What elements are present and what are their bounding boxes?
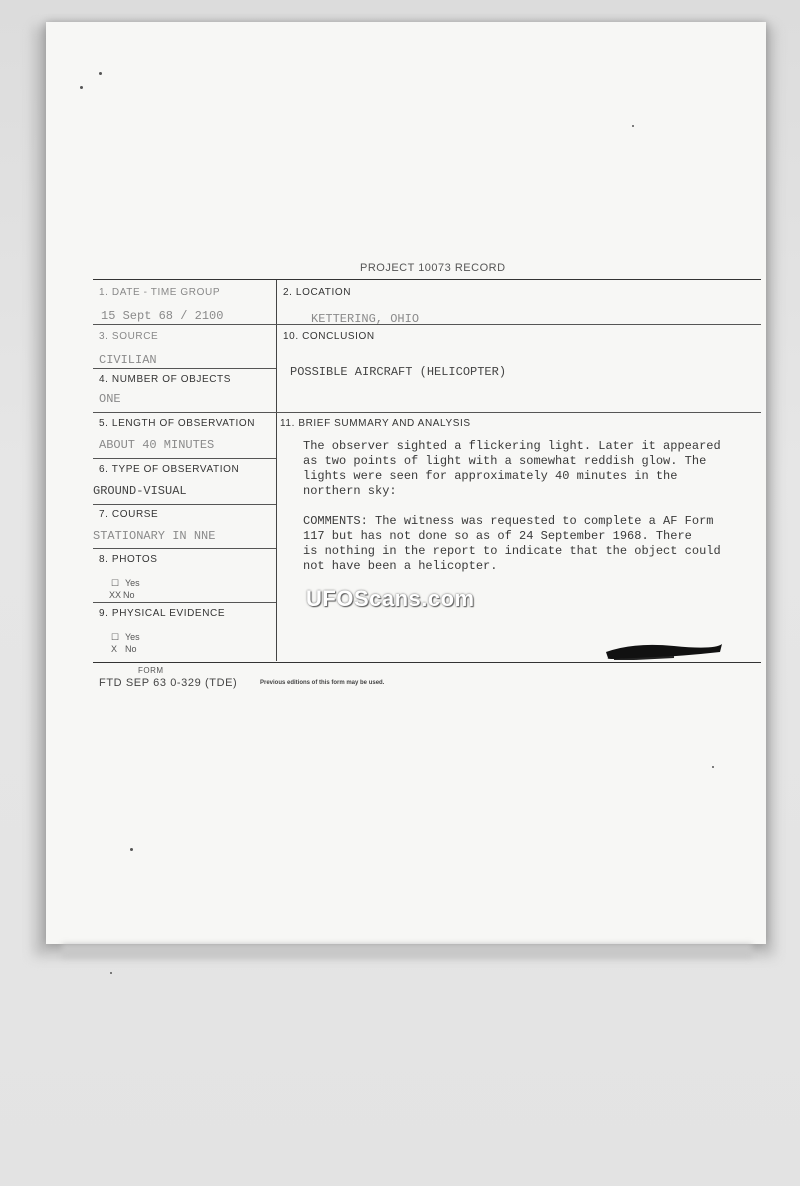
row-divider (93, 548, 276, 549)
physical-evidence-no-label: No (125, 644, 137, 654)
summary-line: northern sky: (303, 484, 397, 498)
number-of-objects-value: ONE (99, 392, 121, 406)
row-divider (93, 412, 761, 413)
summary-line: lights were seen for approximately 40 minutes in the (303, 469, 678, 483)
date-time-group-value: 15 Sept 68 / 2100 (101, 309, 224, 323)
scan-speck (712, 766, 714, 768)
photos-no-option (109, 590, 135, 600)
length-of-observation-value: ABOUT 40 MINUTES (99, 438, 215, 452)
photos-yes-label: Yes (125, 578, 140, 588)
physical-evidence-yes-option (111, 632, 140, 643)
photos-no-checkbox: XX (109, 590, 122, 600)
physical-evidence-yes-label: Yes (125, 632, 140, 642)
summary-paragraph (303, 439, 721, 499)
footer-form-code: FTD SEP 63 0-329 (TDE) (99, 677, 238, 689)
scan-speck (99, 72, 102, 75)
location-label: 2. LOCATION (283, 287, 352, 298)
comment-line: not have been a helicopter. (303, 559, 498, 573)
comments-paragraph (303, 514, 721, 574)
scan-speck (110, 972, 112, 974)
conclusion-label: 10. CONCLUSION (283, 331, 375, 342)
form-title: PROJECT 10073 RECORD (360, 262, 506, 274)
redaction-mark (604, 640, 724, 660)
watermark-text: UFOScans.com (306, 586, 475, 611)
type-of-observation-label: 6. TYPE OF OBSERVATION (99, 464, 240, 475)
row-divider (93, 458, 276, 459)
footer-form-word: FORM (138, 666, 164, 675)
row-divider (93, 602, 276, 603)
page-edge (62, 944, 752, 958)
source-label: 3. SOURCE (99, 331, 159, 342)
course-label: 7. COURSE (99, 509, 159, 520)
physical-evidence-no-checkbox: X (111, 644, 118, 654)
comment-line: COMMENTS: The witness was requested to complete a AF Form (303, 514, 714, 528)
summary-line: as two points of light with a somewhat reddish glow. The (303, 454, 707, 468)
conclusion-value: POSSIBLE AIRCRAFT (HELICOPTER) (290, 365, 507, 379)
summary-line: The observer sighted a flickering light. Later it appeared (303, 439, 721, 453)
type-of-observation-value: GROUND-VISUAL (93, 484, 187, 498)
column-divider (276, 280, 277, 661)
length-of-observation-label: 5. LENGTH OF OBSERVATION (99, 418, 256, 429)
row-divider (93, 504, 276, 505)
comment-line: is nothing in the report to indicate that the object could (303, 544, 721, 558)
photos-no-label: No (123, 590, 135, 600)
source-value: CIVILIAN (99, 353, 157, 367)
photos-yes-option (111, 578, 140, 589)
comment-line: 117 but has not done so as of 24 September 1968. There (303, 529, 692, 543)
scan-speck (632, 125, 634, 127)
physical-evidence-no-option (111, 644, 137, 654)
location-value: KETTERING, OHIO (311, 312, 420, 326)
scan-speck (130, 848, 133, 851)
course-value: STATIONARY IN NNE (93, 529, 216, 543)
physical-evidence-yes-checkbox: ☐ (111, 632, 120, 642)
row-divider (93, 368, 276, 369)
photos-yes-checkbox: ☐ (111, 578, 120, 588)
date-time-group-label: 1. DATE - TIME GROUP (99, 287, 221, 298)
summary-label: 11. BRIEF SUMMARY AND ANALYSIS (280, 418, 471, 429)
photos-label: 8. PHOTOS (99, 554, 158, 565)
physical-evidence-label: 9. PHYSICAL EVIDENCE (99, 608, 226, 619)
row-divider (93, 324, 761, 325)
scan-speck (80, 86, 83, 89)
number-of-objects-label: 4. NUMBER OF OBJECTS (99, 374, 232, 385)
footer-note: Previous editions of this form may be used. (260, 680, 385, 686)
